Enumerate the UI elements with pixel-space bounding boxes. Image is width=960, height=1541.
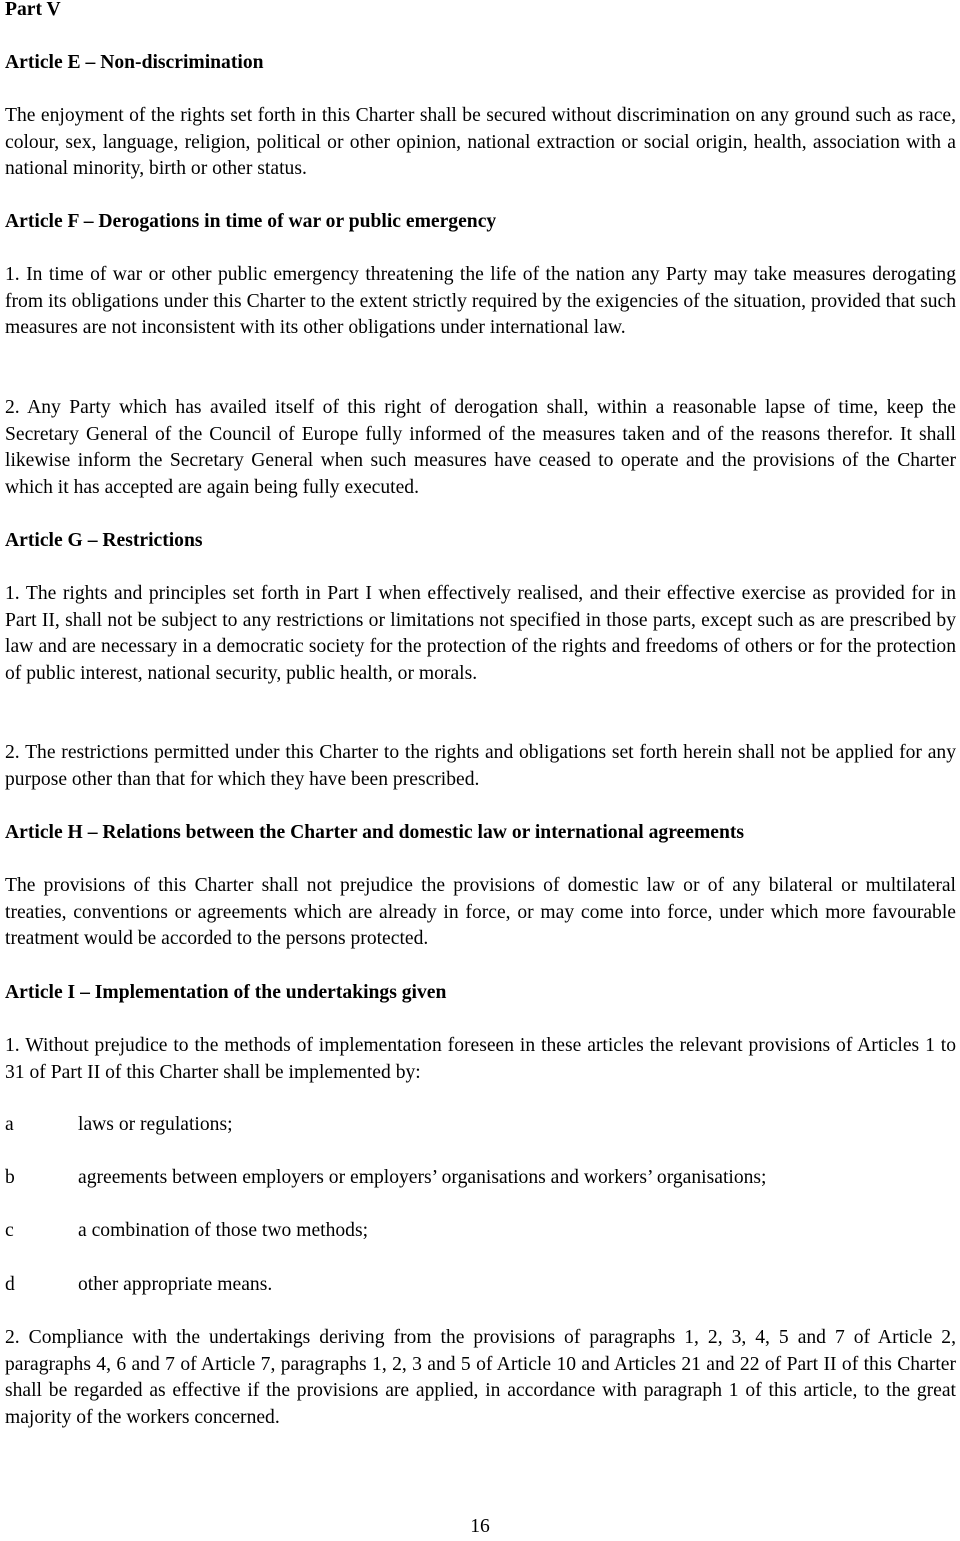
list-text: agreements between employers or employers’ organisations and workers’ organisations; bbox=[78, 1167, 767, 1188]
list-text: laws or regulations; bbox=[78, 1114, 233, 1135]
list-letter: b bbox=[5, 1167, 15, 1188]
article-h-heading: Article H – Relations between the Charter and domestic law or international agreements bbox=[5, 822, 745, 843]
list-letter: d bbox=[5, 1274, 15, 1295]
list-text: other appropriate means. bbox=[78, 1274, 273, 1295]
list-text: a combination of those two methods; bbox=[78, 1220, 369, 1241]
article-i-heading: Article I – Implementation of the undertakings given bbox=[5, 982, 447, 1003]
article-h-paragraph: The provisions of this Charter shall not prejudice the provisions of domestic law or of any bilateral or multilateral treaties, conventions or agreements which are already in force, or may come into force, under which more favourable treatment would be accorded to the persons protected. bbox=[5, 875, 956, 950]
article-f-heading: Article F – Derogations in time of war or public emergency bbox=[5, 211, 497, 232]
article-f-paragraph-1: 1. In time of war or other public emergency threatening the life of the nation any Party may take measures derogating from its obligations under this Charter to the extent strictly required by the exigencies of the situation, provided that such measures are not inconsistent with its other obligations under international law. bbox=[5, 264, 956, 339]
article-g-paragraph-1: 1. The rights and principles set forth in Part I when effectively realised, and their effective exercise as provided for in Part II, shall not be subject to any restrictions or limitations not specified in those parts, except such as are prescribed by law and are necessary in a democratic society for the protection of the rights and freedoms of others or for the protection of public interest, national security, public health, or morals. bbox=[5, 583, 956, 684]
list-letter: c bbox=[5, 1220, 14, 1241]
article-g-heading: Article G – Restrictions bbox=[5, 530, 203, 551]
article-e-heading: Article E – Non-discrimination bbox=[5, 52, 264, 73]
article-i-paragraph-2: 2. Compliance with the undertakings deriving from the provisions of paragraphs 1, 2, 3, 4, 5 and 7 of Article 2, paragraphs 4, 6 and 7 of Article 7, paragraphs 1, 2, 3 and 5 of Article 10 and Articles 21 and 22 of Part II of this Charter shall be regarded as effective if the provisions are applied, in accordance with paragraph 1 of this article, to the great majority of the workers concerned. bbox=[5, 1327, 956, 1428]
page-number: 16 bbox=[470, 1516, 490, 1537]
list-letter: a bbox=[5, 1114, 14, 1135]
article-f-paragraph-2: 2. Any Party which has availed itself of this right of derogation shall, within a reasonable lapse of time, keep the Secretary General of the Council of Europe fully informed of the measures taken and of the reasons therefor. It shall likewise inform the Secretary General when such measures have ceased to operate and the provisions of the Charter which it has accepted are again being fully executed. bbox=[5, 397, 956, 498]
article-i-paragraph-1: 1. Without prejudice to the methods of implementation foreseen in these articles the relevant provisions of Articles 1 to 31 of Part II of this Charter shall be implemented by: bbox=[5, 1035, 956, 1083]
part-title: Part V bbox=[5, 0, 61, 20]
article-g-paragraph-2: 2. The restrictions permitted under this Charter to the rights and obligations set forth herein shall not be applied for any purpose other than that for which they have been prescribed. bbox=[5, 742, 956, 790]
article-e-paragraph: The enjoyment of the rights set forth in this Charter shall be secured without discrimination on any ground such as race, colour, sex, language, religion, political or other opinion, national extraction or social origin, health, association with a national minority, birth or other status. bbox=[5, 105, 956, 180]
